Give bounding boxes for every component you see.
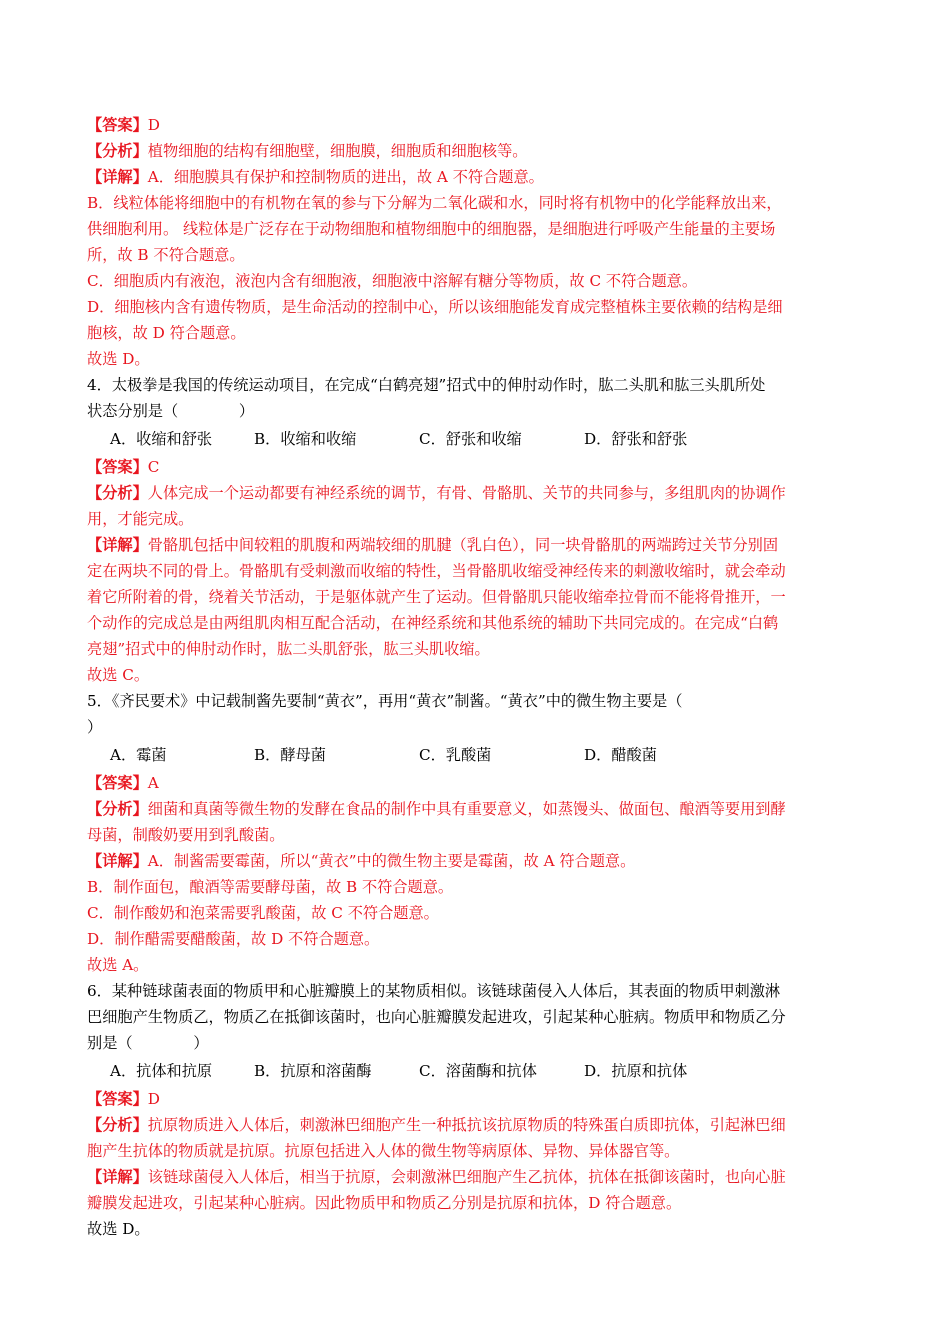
- detail-tag: 【详解】: [87, 1168, 148, 1186]
- detail-tag: 【详解】: [87, 852, 148, 870]
- answer-tag: 【答案】: [87, 1090, 148, 1108]
- answer-line: [87, 770, 867, 796]
- detail-tag: 【详解】: [87, 536, 148, 554]
- options-row: [87, 740, 867, 770]
- options-row: [87, 1056, 867, 1086]
- detail-paragraph-line: 所，故 B 不符合题意。: [87, 246, 245, 264]
- answer-tag: 【答案】: [87, 458, 148, 476]
- detail-text: 个动作的完成总是由两组肌肉相互配合活动，在神经系统和其他系统的辅助下共同完成的。在完成“白鹤: [87, 614, 779, 632]
- detail-text: 着它所附着的骨，绕着关节活动，于是躯体就产生了运动。但骨骼肌只能收缩牵拉骨而不能将骨推开，一: [87, 588, 786, 606]
- option-d: D．抗原和抗体: [584, 1062, 688, 1080]
- question-stem: 巴细胞产生物质乙，物质乙在抵御该菌时，也向心脏瓣膜发起进攻，引起某种心脏病。物质甲和物质乙分: [87, 1008, 786, 1026]
- detail-line: [87, 164, 867, 190]
- document-page: [87, 112, 867, 1242]
- detail-text: D．制作醋需要醋酸菌，故 D 不符合题意。: [87, 930, 380, 948]
- analysis-line: [87, 138, 867, 164]
- detail-text: 亮翅”招式中的伸肘动作时，肱二头肌舒张，肱三头肌收缩。: [87, 640, 490, 658]
- analysis-text: 母菌，制酸奶要用到乳酸菌。: [87, 826, 285, 844]
- detail-tag: 【详解】: [87, 168, 148, 186]
- detail-text: C．制作酸奶和泡菜需要乳酸菌，故 C 不符合题意。: [87, 904, 439, 922]
- conclusion-line: 故选 A。: [87, 956, 149, 974]
- option-c: C．舒张和收缩: [419, 430, 522, 448]
- detail-text: 定在两块不同的骨上。骨骼肌有受刺激而收缩的特性，当骨骼肌收缩受神经传来的刺激收缩时，就会牵动: [87, 562, 786, 580]
- analysis-tag: 【分析】: [87, 800, 148, 818]
- detail-line: [87, 1164, 867, 1190]
- conclusion-line: 故选 C。: [87, 666, 150, 684]
- analysis-text: 抗原物质进入人体后，刺激淋巴细胞产生一种抵抗该抗原物质的特殊蛋白质即抗体，引起淋巴细: [147, 1116, 786, 1134]
- answer-value: D: [147, 116, 160, 134]
- question-stem: 别是（ ）: [87, 1034, 209, 1052]
- analysis-line: [87, 480, 867, 506]
- detail-paragraph-line: D．细胞核内含有遗传物质，是生命活动的控制中心，所以该细胞能发育成完整植株主要依赖的结构是细: [87, 298, 783, 316]
- detail-line: [87, 532, 867, 558]
- question-stem: ）: [87, 718, 103, 736]
- detail-paragraph-line: 胞核，故 D 符合题意。: [87, 324, 246, 342]
- option-a: A．收缩和舒张: [110, 430, 213, 448]
- option-d: D．醋酸菌: [584, 746, 657, 764]
- detail-text: A．细胞膜具有保护和控制物质的进出，故 A 不符合题意。: [147, 168, 544, 186]
- analysis-tag: 【分析】: [87, 1116, 148, 1134]
- analysis-line: [87, 796, 867, 822]
- detail-text: B．制作面包，酿酒等需要酵母菌，故 B 不符合题意。: [87, 878, 454, 896]
- detail-paragraph-line: C．细胞质内有液泡，液泡内含有细胞液，细胞液中溶解有糖分等物质，故 C 不符合题意。: [87, 272, 698, 290]
- analysis-text: 用，才能完成。: [87, 510, 194, 528]
- conclusion-line: 故选 D。: [87, 350, 150, 368]
- detail-text: A．制酱需要霉菌，所以“黄衣”中的微生物主要是霉菌，故 A 符合题意。: [147, 852, 636, 870]
- answer-line: [87, 1086, 867, 1112]
- analysis-tag: 【分析】: [87, 142, 148, 160]
- question-stem: 6．某种链球菌表面的物质甲和心脏瓣膜上的某物质相似。该链球菌侵入人体后，其表面的物质甲刺激淋: [87, 982, 781, 1000]
- option-b: B．收缩和收缩: [254, 430, 357, 448]
- detail-paragraph-line: B．线粒体能将细胞中的有机物在氧的参与下分解为二氧化碳和水，同时将有机物中的化学能释放出来，: [87, 194, 782, 212]
- detail-line: [87, 848, 867, 874]
- option-a: A．抗体和抗原: [110, 1062, 213, 1080]
- answer-tag: 【答案】: [87, 774, 148, 792]
- options-row: [87, 424, 867, 454]
- analysis-text: 植物细胞的结构有细胞壁，细胞膜，细胞质和细胞核等。: [147, 142, 528, 160]
- option-d: D．舒张和舒张: [584, 430, 688, 448]
- analysis-tag: 【分析】: [87, 484, 148, 502]
- option-b: B．酵母菌: [254, 746, 326, 764]
- question-stem: 状态分别是（ ）: [87, 402, 255, 420]
- option-c: C．乳酸菌: [419, 746, 492, 764]
- analysis-text: 胞产生抗体的物质就是抗原。抗原包括进入人体的微生物等病原体、异物、异体器官等。: [87, 1142, 680, 1160]
- question-stem: 5．《齐民要术》中记载制酱先要制“黄衣”，再用“黄衣”制酱。“黄衣”中的微生物主要是（: [87, 692, 683, 710]
- answer-value: D: [147, 1090, 160, 1108]
- option-b: B．抗原和溶菌酶: [254, 1062, 372, 1080]
- answer-value: C: [147, 458, 160, 476]
- detail-text: 骨骼肌包括中间较粗的肌腹和两端较细的肌腱（乳白色），同一块骨骼肌的两端跨过关节分别固: [147, 536, 779, 554]
- analysis-line: [87, 1112, 867, 1138]
- detail-text: 瓣膜发起进攻，引起某种心脏病。因此物质甲和物质乙分别是抗原和抗体，D 符合题意。: [87, 1194, 682, 1212]
- detail-paragraph-line: 供细胞利用。 线粒体是广泛存在于动物细胞和植物细胞中的细胞器，是细胞进行呼吸产生能量的主要场: [87, 220, 776, 238]
- analysis-text: 人体完成一个运动都要有神经系统的调节，有骨、骨骼肌、关节的共同参与，多组肌肉的协调作: [147, 484, 786, 502]
- answer-value: A: [147, 774, 159, 792]
- option-c: C．溶菌酶和抗体: [419, 1062, 537, 1080]
- answer-line: [87, 454, 867, 480]
- analysis-text: 细菌和真菌等微生物的发酵在食品的制作中具有重要意义，如蒸馒头、做面包、酿酒等要用到酵: [147, 800, 786, 818]
- option-a: A．霉菌: [110, 746, 167, 764]
- conclusion-line: 故选 D。: [87, 1220, 150, 1238]
- question-stem: 4．太极拳是我国的传统运动项目，在完成“白鹤亮翅”招式中的伸肘动作时，肱二头肌和肱三头肌所处: [87, 376, 766, 394]
- answer-line: [87, 112, 867, 138]
- answer-tag: 【答案】: [87, 116, 148, 134]
- detail-text: 该链球菌侵入人体后，相当于抗原，会刺激淋巴细胞产生乙抗体，抗体在抵御该菌时，也向心脏: [147, 1168, 786, 1186]
